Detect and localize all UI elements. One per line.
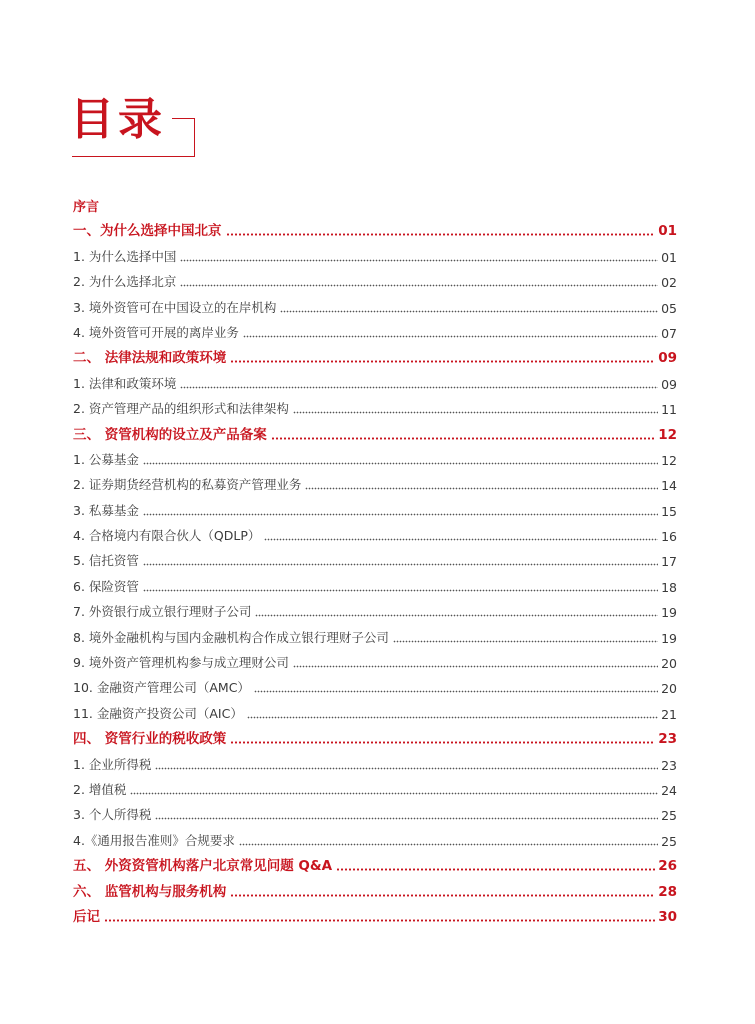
toc-entry-label: 1. 为什么选择中国 xyxy=(73,248,177,264)
toc-entry[interactable] xyxy=(73,547,677,572)
toc-entry-page: 30 xyxy=(658,908,677,925)
toc-leader-dots xyxy=(180,259,658,262)
toc-entry-page: 24 xyxy=(661,782,677,798)
toc-leader-dots xyxy=(104,919,655,922)
toc-entry-page: 12 xyxy=(658,426,677,443)
toc-entry-page: 19 xyxy=(661,605,677,621)
toc-leader-dots xyxy=(155,817,658,820)
toc-entry-page: 23 xyxy=(658,731,677,748)
toc-leader-dots xyxy=(305,487,658,490)
toc-entry-label: 1. 公募基金 xyxy=(73,451,139,467)
toc-entry-page: 16 xyxy=(661,529,677,545)
toc-section-heading[interactable] xyxy=(73,725,677,750)
toc-entry-page: 09 xyxy=(661,376,677,392)
toc-entry[interactable] xyxy=(73,776,677,801)
toc-entry[interactable] xyxy=(73,623,677,648)
toc-entry-label: 4. 合格境内有限合伙人（QDLP） xyxy=(73,528,261,544)
toc-section-heading[interactable] xyxy=(73,217,677,242)
toc-entry[interactable] xyxy=(73,293,677,318)
toc-entry-label: 11. 金融资产投资公司（AIC） xyxy=(73,705,243,721)
toc-entry-label: 3. 私募基金 xyxy=(73,502,139,518)
toc-leader-dots xyxy=(143,462,658,465)
toc-entry[interactable] xyxy=(73,598,677,623)
toc-leader-dots xyxy=(254,690,658,693)
toc-leader-dots xyxy=(271,437,656,440)
toc-preface[interactable]: 序言 xyxy=(73,200,100,215)
toc-entry[interactable] xyxy=(73,826,677,851)
toc-entry-label: 2. 为什么选择北京 xyxy=(73,274,177,290)
toc-entry-label: 1. 法律和政策环境 xyxy=(73,375,177,391)
toc-leader-dots xyxy=(264,538,658,541)
toc-entry-label: 五、 外资资管机构落户北京常见问题 Q&A xyxy=(73,858,333,875)
toc-leader-dots xyxy=(180,386,658,389)
toc-entry-page: 18 xyxy=(661,579,677,595)
toc-entry-label: 1. 企业所得税 xyxy=(73,756,152,772)
toc-entry[interactable] xyxy=(73,699,677,724)
toc-section-heading[interactable] xyxy=(73,852,677,877)
toc-entry-label: 9. 境外资产管理机构参与成立理财公司 xyxy=(73,655,289,671)
toc-leader-dots xyxy=(336,868,655,871)
toc-leader-dots xyxy=(143,563,658,566)
toc-leader-dots xyxy=(239,843,658,846)
toc-leader-dots xyxy=(155,767,658,770)
toc-entry-label: 后记 xyxy=(73,908,100,925)
toc-entry-page: 05 xyxy=(661,300,677,316)
toc-leader-dots xyxy=(243,335,658,338)
toc-entry-page: 12 xyxy=(661,452,677,468)
toc-entry-page: 20 xyxy=(661,681,677,697)
toc-entry[interactable] xyxy=(73,750,677,775)
toc-entry-label: 2. 增值税 xyxy=(73,781,127,797)
toc-entry[interactable] xyxy=(73,649,677,674)
toc-entry-page: 17 xyxy=(661,554,677,570)
toc-entry-label: 二、 法律法规和政策环境 xyxy=(73,350,227,367)
toc-leader-dots xyxy=(226,233,656,236)
toc-entry-label: 5. 信托资管 xyxy=(73,553,139,569)
toc-leader-dots xyxy=(230,741,655,744)
toc-entry-label: 六、 监管机构与服务机构 xyxy=(73,883,227,900)
page-title: 目录 xyxy=(70,94,166,145)
toc-entry-page: 20 xyxy=(661,656,677,672)
toc-entry-page: 02 xyxy=(661,275,677,291)
toc-leader-dots xyxy=(230,360,655,363)
toc-leader-dots xyxy=(130,792,658,795)
toc-section-heading[interactable] xyxy=(73,903,677,928)
toc-leader-dots xyxy=(247,716,658,719)
toc-entry-page: 25 xyxy=(661,808,677,824)
toc-entry[interactable] xyxy=(73,674,677,699)
toc-section-heading[interactable] xyxy=(73,877,677,902)
toc-entry-label: 一、为什么选择中国北京 xyxy=(73,223,222,240)
toc-leader-dots xyxy=(143,513,658,516)
toc-entry-label: 3. 个人所得税 xyxy=(73,807,152,823)
toc-section-heading[interactable] xyxy=(73,344,677,369)
toc-entry[interactable] xyxy=(73,395,677,420)
toc-leader-dots xyxy=(280,310,658,313)
toc-entry[interactable] xyxy=(73,522,677,547)
toc-entry[interactable] xyxy=(73,242,677,267)
toc-entry[interactable] xyxy=(73,319,677,344)
toc-entry-label: 10. 金融资产管理公司（AMC） xyxy=(73,680,250,696)
toc-section-heading[interactable] xyxy=(73,420,677,445)
toc-entry[interactable] xyxy=(73,572,677,597)
toc-leader-dots xyxy=(230,894,655,897)
toc-entry-page: 25 xyxy=(661,833,677,849)
toc-entry-page: 15 xyxy=(661,503,677,519)
toc-entry-page: 14 xyxy=(661,478,677,494)
toc-entry[interactable] xyxy=(73,471,677,496)
toc-entry-page: 21 xyxy=(661,706,677,722)
toc-entry-label: 7. 外资银行成立银行理财子公司 xyxy=(73,604,252,620)
title-bracket-decoration xyxy=(172,118,195,157)
toc-entry-page: 19 xyxy=(661,630,677,646)
toc-entry-page: 01 xyxy=(658,223,677,240)
toc-entry-page: 11 xyxy=(661,402,677,418)
toc-entry-page: 01 xyxy=(661,249,677,265)
toc-entry-label: 6. 保险资管 xyxy=(73,578,139,594)
title-underline xyxy=(72,156,195,157)
toc-entry-label: 3. 境外资管可在中国设立的在岸机构 xyxy=(73,299,277,315)
toc-entry-page: 09 xyxy=(658,350,677,367)
toc-entry-label: 四、 资管行业的税收政策 xyxy=(73,731,227,748)
toc-leader-dots xyxy=(255,614,658,617)
toc-entry[interactable] xyxy=(73,446,677,471)
table-of-contents xyxy=(73,217,677,928)
toc-leader-dots xyxy=(180,284,658,287)
toc-entry[interactable] xyxy=(73,268,677,293)
toc-entry-label: 8. 境外金融机构与国内金融机构合作成立银行理财子公司 xyxy=(73,629,389,645)
toc-leader-dots xyxy=(143,589,658,592)
toc-entry-label: 4. 境外资管可开展的离岸业务 xyxy=(73,324,239,340)
toc-entry-page: 28 xyxy=(658,883,677,900)
toc-leader-dots xyxy=(293,411,658,414)
toc-entry-label: 4.《通用报告准则》合规要求 xyxy=(73,832,235,848)
toc-entry-page: 07 xyxy=(661,325,677,341)
toc-entry-page: 23 xyxy=(661,757,677,773)
toc-entry-label: 三、 资管机构的设立及产品备案 xyxy=(73,426,267,443)
toc-leader-dots xyxy=(293,665,658,668)
toc-entry[interactable] xyxy=(73,496,677,521)
toc-entry-page: 26 xyxy=(658,858,677,875)
toc-entry-label: 2. 资产管理产品的组织形式和法律架构 xyxy=(73,401,289,417)
toc-entry[interactable] xyxy=(73,801,677,826)
toc-entry[interactable] xyxy=(73,369,677,394)
toc-leader-dots xyxy=(393,640,658,643)
toc-entry-label: 2. 证券期货经营机构的私募资产管理业务 xyxy=(73,477,302,493)
